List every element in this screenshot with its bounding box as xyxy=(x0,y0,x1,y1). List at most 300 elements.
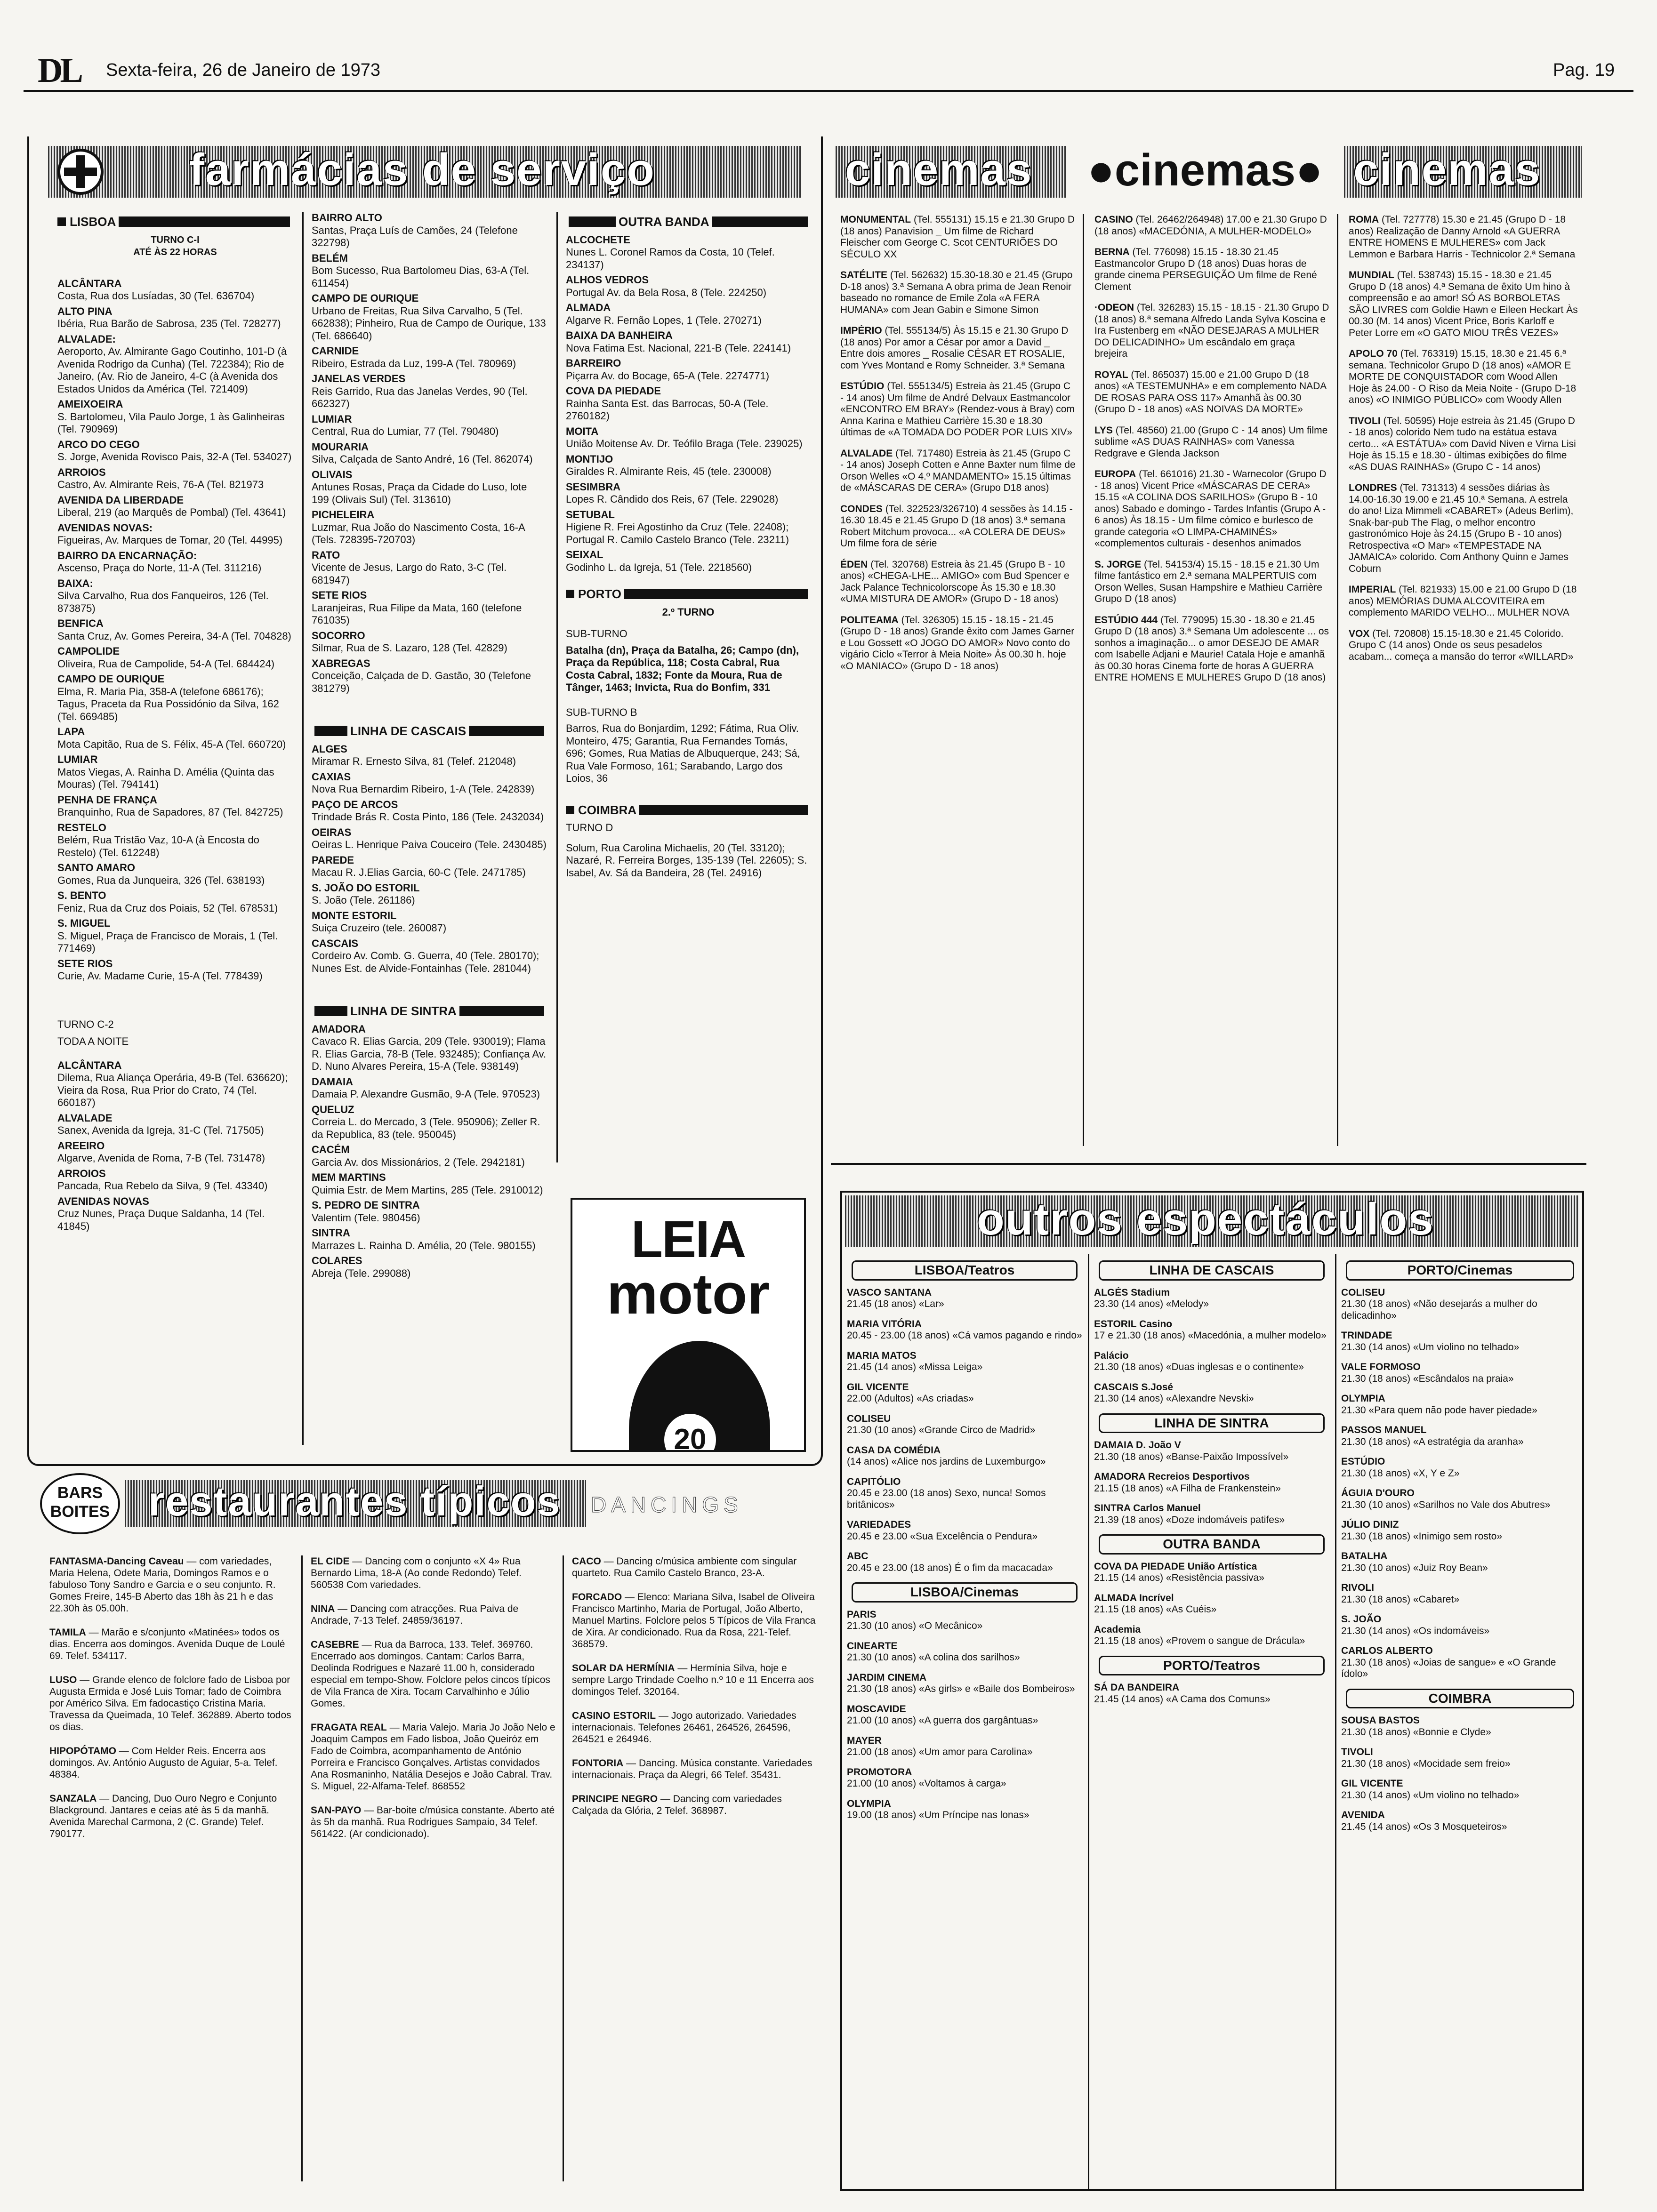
pharmacy-details: Nova Fatima Est. Nacional, 221-B (Tele. 224141) xyxy=(566,342,791,354)
pharmacy-entry xyxy=(312,854,547,879)
pharmacy-area: CAMPO DE OURIQUE xyxy=(312,292,419,304)
pharmacy-area: CAXIAS xyxy=(312,770,351,783)
show-details: 21.30 (18 anos) «A estratégia da aranha» xyxy=(1341,1436,1524,1447)
pharmacy-entry xyxy=(57,726,293,751)
restaurant-listing: CASEBRE — Rua da Barroca, 133. Telef. 369760. Encerrado aos domingos. Cantam: Carlos Barra, Deolinda Rodrigues e Nazaré 11.00 h, considerado especial em tempo-Show. Folclore pelos cincos típicos de Vila Franca de Xira. Tocam Carvalhinho e Júlio Gomes. xyxy=(311,1639,550,1709)
pharmacy-details: Rainha Santa Est. das Barrocas, 50-A (Tele. 2760182) xyxy=(566,397,769,422)
show-details: 21.30 (10 anos) «Sarilhos no Vale dos Abutres» xyxy=(1341,1499,1551,1510)
venue-name: Palácio xyxy=(1094,1350,1129,1361)
pharmacy-details: Macau R. J.Elias Garcia, 60-C (Tele. 2471785) xyxy=(312,866,526,878)
cinema-details: (Tel. 562632) 15.30-18.30 e 21.45 (Grupo D-18 anos) 3.ª Semana A obra prima de Jean Renoir baseado no romance de Emile Zola «A FERA HUMANA» com Jean Gabin e Simone Simon xyxy=(840,270,1073,315)
pharmacy-details: Algarve, Avenida de Roma, 7-B (Tel. 731478) xyxy=(57,1152,265,1164)
show-details: 21.30 (18 anos) «Bonnie e Clyde» xyxy=(1341,1726,1491,1738)
show-details: 17 e 21.30 (18 anos) «Macedónia, a mulher modelo» xyxy=(1094,1330,1327,1341)
pharmacy-entry xyxy=(312,509,547,546)
pharmacy-entry xyxy=(57,1059,293,1109)
red-cross-icon xyxy=(57,149,104,195)
cinema-name: CONDES xyxy=(840,503,883,514)
porto-turno: 2.º TURNO xyxy=(662,606,715,618)
pharmacy-entry xyxy=(312,345,547,370)
show-details: 21.30 (18 anos) «X, Y e Z» xyxy=(1341,1467,1460,1479)
restaurant-name: CACO xyxy=(572,1556,601,1567)
pharmacy-entry xyxy=(57,753,293,791)
cinema-listing xyxy=(840,381,1076,439)
restaurant-details: Dancing com atracções. Rua Paiva de Andrade, 7-13 Telef. 24859/36197. xyxy=(311,1603,519,1626)
pharmacy-area: ALGES xyxy=(312,743,347,755)
pharmacy-details: S. Bartolomeu, Vila Paulo Jorge, 1 às Galinheiras (Tel. 790969) xyxy=(57,410,285,435)
pharmacy-area: SINTRA xyxy=(312,1227,350,1239)
restaurant-name: FORCADO xyxy=(572,1592,622,1603)
restaurant-details: Elenco: Mariana Silva, Isabel de Oliveira Francisco Martinho, Maria de Portugal, João Alberto, Manuel Martins. Folclore pelos 5 Típicos de Vila Franca de Xira. Ar condicionado. Rua da Rosa, 221-Telef. 368579. xyxy=(572,1592,816,1650)
pharmacy-entry xyxy=(566,357,811,382)
cinema-name: LYS xyxy=(1094,425,1113,436)
venue-name: SOUSA BASTOS xyxy=(1341,1715,1420,1726)
other-shows-title: outros espectáculos xyxy=(977,1195,1434,1244)
pharmacy-area: ALMADA xyxy=(566,302,611,313)
pharmacy-details: Ascenso, Praça do Norte, 11-A (Tel. 311216) xyxy=(57,562,262,574)
venue-name: VALE FORMOSO xyxy=(1341,1362,1421,1372)
pharmacy-area: SETE RIOS xyxy=(57,957,113,970)
show-listing xyxy=(1341,1715,1579,1738)
pharmacy-details: Godinho L. da Igreja, 51 (Tele. 2218560) xyxy=(566,561,752,573)
venue-name: COVA DA PIEDADE União Artística xyxy=(1094,1561,1257,1572)
cinemas-title-left: cinemas xyxy=(845,146,1033,195)
pharmacy-area: ALCÂNTARA xyxy=(57,1059,122,1071)
column-divider xyxy=(1088,1254,1089,2190)
column-divider xyxy=(1083,214,1084,1146)
restaurant-listing: EL CIDE — Dancing com o conjunto «X 4» Rua Bernardo Lima, 18-A (Ao conde Redondo) Telef. 560538 Com variedades. xyxy=(311,1556,522,1590)
venue-name: SINTRA Carlos Manuel xyxy=(1094,1503,1201,1514)
venue-name: OLYMPIA xyxy=(847,1798,891,1809)
restaurant-details: Bar-boite c/música constante. Aberto até às 5h da manhã. Rua Rodrigues Sampaio, 34 Telef. 561422. (Ar condicionado). xyxy=(311,1805,555,1839)
pharmacy-details: Feniz, Rua da Cruz dos Poiais, 52 (Tel. 678531) xyxy=(57,902,278,914)
venue-name: MOSCAVIDE xyxy=(847,1703,906,1715)
section-outra-banda: OUTRA BANDA xyxy=(566,216,811,228)
pharmacy-entry xyxy=(566,329,811,354)
venue-name: CINEARTE xyxy=(847,1640,898,1651)
pharmacy-details: Giraldes R. Almirante Reis, 45 (tele. 230008) xyxy=(566,465,772,477)
restaurants-banner xyxy=(125,1480,586,1527)
venue-name: JÚLIO DINIZ xyxy=(1341,1519,1399,1530)
other-shows-banner xyxy=(845,1195,1579,1247)
show-details: 23.30 (14 anos) «Melody» xyxy=(1094,1298,1209,1309)
restaurant-details: Hermínia Silva, hoje e sempre Largo Trindade Coelho n.º 10 e 11 Encerra aos domingos Telef. 320164. xyxy=(572,1663,814,1697)
venue-name: Academia xyxy=(1094,1624,1141,1635)
restaurants-title: restaurantes típicos xyxy=(148,1480,561,1524)
pharmacy-details: Costa, Rua dos Lusíadas, 30 (Tel. 636704) xyxy=(57,290,255,302)
show-listing xyxy=(847,1704,1082,1727)
pharmacies-column-2 xyxy=(312,212,547,1454)
pharmacy-details: Central, Rua do Lumiar, 77 (Tel. 790480) xyxy=(312,425,499,437)
page-number: Pag. 19 xyxy=(1553,60,1615,80)
pharmacy-entry xyxy=(566,234,811,272)
pharmacy-area: S. MIGUEL xyxy=(57,917,111,929)
pharmacy-area: BAIXA DA BANHEIRA xyxy=(566,329,673,341)
show-details: 21.30 (14 anos) «Alexandre Nevski» xyxy=(1094,1393,1254,1404)
pharmacy-details: Antunes Rosas, Praça da Cidade do Luso, lote 199 (Olivais Sul) (Tel. 313610) xyxy=(312,481,527,505)
turno-hours: ATÉ ÀS 22 HORAS xyxy=(133,247,217,257)
show-details: 21.00 (10 anos) «Voltamos à carga» xyxy=(847,1778,1006,1789)
pharmacy-details: Correia L. do Mercado, 3 (Tele. 950906); Zeller R. da Republica, 83 (tele. 950045) xyxy=(312,1116,540,1140)
pharmacy-details: Ribeiro, Estrada da Luz, 199-A (Tel. 780969) xyxy=(312,357,516,369)
restaurant-listing: LUSO — Grande elenco de folclore fado de Lisboa por Augusta Ermida e José Luis Tomar; fado de Coimbra por Américo Silva. Em fadocastiço Cristina Maria. Travessa da Queimada, 10 Telef. 362889. Aberto todos os dias. xyxy=(49,1675,291,1732)
pharmacy-area: DAMAIA xyxy=(312,1075,353,1088)
pharmacy-entry xyxy=(312,882,547,907)
column-divider xyxy=(563,1555,564,2181)
pharmacy-area: CARNIDE xyxy=(312,345,359,357)
cinema-name: ALVALADE xyxy=(840,448,893,459)
cinema-details: (Tel. 779095) 15.30 - 18.30 e 21.45 Grupo D (18 anos) 3.ª Semana Um adolescente ... os sonhos a imaginação... o amor DESEJO DE AMAR com Isabelle Adjani e Maurie! Catala Hoje e amanhã às 00.30 horas Cinema forte de horas A GUERRA ENTRE HOMENS E MULHERES Grupo D (18 anos) xyxy=(1094,614,1329,683)
cinema-details: (Tel. 326305) 15.15 - 18.15 - 21.45 (Grupo D - 18 anos) Grande êxito com James Garner e Lou Gossett «O JOGO DO AMOR» Novo conto do vigário Ciclo «Terror à Meia Noite» Às 00.30 h. hoje «O MANIACO» (Grupo D - 18 anos) xyxy=(840,614,1075,672)
show-details: 21.30 (18 anos) «Escândalos na praia» xyxy=(1341,1373,1514,1384)
pharmacy-entry xyxy=(57,645,293,670)
pharmacy-entry xyxy=(312,589,547,627)
show-details: 21.45 (14 anos) «A Cama dos Comuns» xyxy=(1094,1693,1271,1705)
column-divider xyxy=(1337,214,1338,1146)
pharmacy-area: AMEIXOEIRA xyxy=(57,398,123,410)
venue-group-heading: LISBOA/Teatros xyxy=(852,1260,1078,1281)
pharmacy-entry xyxy=(312,373,547,410)
show-details: 21.30 (18 anos) «Inimigo sem rosto» xyxy=(1341,1531,1503,1542)
pharmacy-details: Cruz Nunes, Praça Duque Saldanha, 14 (Tel. 41845) xyxy=(57,1208,265,1232)
pharmacy-area: LUMIAR xyxy=(312,413,352,425)
pharmacy-area: BELÉM xyxy=(312,252,348,264)
pharmacy-list-sintra xyxy=(312,1023,547,1280)
pharmacy-entry xyxy=(312,657,547,695)
pharmacy-area: SANTO AMARO xyxy=(57,862,135,874)
race-number: 20 xyxy=(662,1411,718,1452)
pharmacy-details: Higiene R. Frei Agostinho da Cruz (Tele. 22408); Portugal R. Camilo Castelo Branco (Tele. 23211) xyxy=(566,521,789,545)
show-listing xyxy=(1094,1471,1329,1494)
cinemas-banner xyxy=(836,146,1582,198)
pharmacy-area: PAREDE xyxy=(312,854,354,866)
venue-name: OLYMPIA xyxy=(1341,1393,1385,1404)
cinema-listing xyxy=(1094,469,1330,550)
leia-motor-ad[interactable] xyxy=(571,1198,806,1452)
pharmacy-entry xyxy=(312,938,547,975)
show-listing xyxy=(847,1413,1082,1436)
restaurant-listing: TAMILA — Marão e s/conjunto «Matinées» todos os dias. Encerra aos domingos. Avenida Duque de Loulé 69. Telef. 534117. xyxy=(49,1627,285,1661)
pharmacy-entry xyxy=(57,1140,293,1165)
pharmacy-area: CASCAIS xyxy=(312,937,359,949)
pharmacy-details: União Moitense Av. Dr. Teófilo Braga (Tele. 239025) xyxy=(566,438,803,449)
show-listing xyxy=(847,1382,1082,1405)
bars-boites-badge xyxy=(40,1473,120,1534)
pharmacy-details: Suiça Cruzeiro (tele. 260087) xyxy=(312,922,447,934)
page-header xyxy=(24,45,1633,92)
pharmacy-list-3 xyxy=(312,212,547,695)
restaurant-listing: HIPOPÓTAMO — Com Helder Reis. Encerra aos domingos. Av. António Augusto de Aguiar, 5-a. Telef. 48384. xyxy=(49,1746,278,1780)
cinema-name: ROMA xyxy=(1349,214,1379,225)
pharmacy-entry xyxy=(312,1171,547,1196)
show-listing xyxy=(1094,1382,1329,1405)
pharmacy-area: SESIMBRA xyxy=(566,481,621,493)
cinema-details: (Tel. 50595) Hoje estreia às 21.45 (Grupo D - 18 anos) colorido Nem tudo na estátua estava certo... «A ESTÁTUA» com David Niven e Virna Lisi Hoje às 15.15 e 18.30 - últimas exibições do filme «AS DUAS RAINHAS» (Grupo C - 14 anos) xyxy=(1349,415,1576,473)
show-details: 21.30 (18 anos) «Cabaret» xyxy=(1341,1594,1460,1605)
pharmacies-column-lisboa xyxy=(57,212,293,1454)
restaurant-name: PRINCIPE NEGRO xyxy=(572,1794,658,1804)
venue-name: DAMAIA D. João V xyxy=(1094,1440,1181,1451)
venue-name: GIL VICENTE xyxy=(847,1381,909,1393)
venue-name: PASSOS MANUEL xyxy=(1341,1425,1427,1435)
pharmacy-entry xyxy=(57,673,293,723)
cinema-listing xyxy=(1349,628,1579,663)
pharmacy-entry xyxy=(566,385,811,423)
pharmacy-entry xyxy=(566,425,811,450)
pharmacy-entry xyxy=(312,910,547,935)
venue-name: VARIEDADES xyxy=(847,1519,911,1530)
show-details: 21.45 (18 anos) «Lar» xyxy=(847,1298,944,1309)
venue-group-heading: PORTO/Teatros xyxy=(1099,1656,1325,1676)
pharmacy-details: Dilema, Rua Aliança Operária, 49-B (Tel. 636620); Vieira da Rosa, Rua Prior do Crato, 74 (Tel. 660187) xyxy=(57,1072,288,1108)
cinema-listing xyxy=(1094,369,1330,416)
restaurant-listing: FONTORIA — Dancing. Música constante. Variedades internacionais. Praça da Alegri, 66 Telef. 35431. xyxy=(572,1758,812,1780)
cinema-name: CASINO xyxy=(1094,214,1133,225)
show-listing xyxy=(847,1641,1082,1664)
show-details: 21.30 (18 anos) «Joias de sangue» e «O Grande ídolo» xyxy=(1341,1657,1556,1679)
pharmacy-entry xyxy=(312,771,547,796)
cinema-name: MUNDIAL xyxy=(1349,270,1394,281)
pharmacy-entry xyxy=(312,1023,547,1073)
pharmacy-area: AVENIDAS NOVAS xyxy=(57,1195,149,1207)
cinema-details: (Tel. 26462/264948) 17.00 e 21.30 Grupo D (18 anos) «MACEDÓNIA, A MULHER-MODELO» xyxy=(1094,214,1327,237)
show-details: 20.45 e 23.00 (18 anos) É o fim da macacada» xyxy=(847,1562,1053,1573)
restaurant-details: Grande elenco de folclore fado de Lisboa por Augusta Ermida e José Luis Tomar; fado de Coimbra por Américo Silva. Em fadocastiço Cristina Maria. Travessa da Queimada, 10 Telef. 362889. Aberto todos os dias. xyxy=(49,1675,291,1732)
restaurant-listing: PRINCIPE NEGRO — Dancing com variedades Calçada da Glória, 2 Telef. 368987. xyxy=(572,1794,782,1816)
cinema-details: (Tel. 538743) 15.15 - 18.30 e 21.45 Grupo D (18 anos) 4.ª Semana de êxito Um hino à compreensão e ao amor! SÓ AS BORBOLETAS SÃO LIVRES com Goldie Hawn e Eileen Heckart Às 00.30 (M. 14 anos) Vicent Price, Boris Karloff e Peter Lorre em «O GATO MIOU TRÊS VEZES» xyxy=(1349,270,1578,338)
issue-date: Sexta-feira, 26 de Janeiro de 1973 xyxy=(106,60,381,80)
column-divider xyxy=(301,1555,303,2181)
cinema-listing xyxy=(1094,214,1330,237)
pharmacy-list xyxy=(57,278,293,983)
pharmacy-entry xyxy=(57,1168,293,1193)
pharmacy-area: AREEIRO xyxy=(57,1139,105,1152)
pharmacy-details: Laranjeiras, Rua Filipe da Mata, 160 (telefone 761035) xyxy=(312,601,522,626)
pharmacy-area: RESTELO xyxy=(57,821,106,834)
badge-boites: BOITES xyxy=(50,1503,110,1521)
pharmacy-area: BARREIRO xyxy=(566,357,621,369)
pharmacy-details: Oeiras L. Henrique Paiva Couceiro (Tele. 2430485) xyxy=(312,839,547,850)
pharmacy-details: Castro, Av. Almirante Reis, 76-A (Tel. 821973 xyxy=(57,479,264,490)
cinema-details: (Tel. 320768) Estreia às 21.45 (Grupo B - 10 anos) «CHEGA-LHE... AMIGO» com Bud Spencer e Jack Palance Technicolorscope Às 15.30 e 18.30 «UMA MISTURA DE AMOR» (Grupo D - 18 anos) xyxy=(840,559,1070,604)
pharmacy-area: AMADORA xyxy=(312,1023,366,1035)
cinema-name: SATÉLITE xyxy=(840,270,887,281)
cinema-name: ESTÚDIO 444 xyxy=(1094,614,1158,625)
venue-name: JARDIM CINEMA xyxy=(847,1672,927,1683)
venue-name: COLISEU xyxy=(847,1413,891,1424)
pharmacy-area: S. PEDRO DE SINTRA xyxy=(312,1199,420,1211)
pharmacy-area: BENFICA xyxy=(57,617,104,629)
pharmacy-entry xyxy=(312,212,547,249)
pharmacy-details: Ibéria, Rua Barão de Sabrosa, 235 (Tel. 728277) xyxy=(57,318,281,329)
show-listing xyxy=(1094,1440,1329,1463)
venue-name: AMADORA Recreios Desportivos xyxy=(1094,1471,1250,1482)
pharmacy-details: Abreja (Tele. 299088) xyxy=(312,1267,411,1279)
restaurant-details: Dancing. Música constante. Variedades internacionais. Praça da Alegri, 66 Telef. 35431. xyxy=(572,1758,812,1780)
show-listing xyxy=(1341,1810,1579,1833)
pharmacy-area: RATO xyxy=(312,549,340,561)
dancings-title: DANCINGS xyxy=(591,1492,743,1517)
porto-list: Batalha (dn), Praça da Batalha, 26; Campo (dn), Praça da República, 118; Costa Cabral, Rua Costa Cabral, 1832; Fonte da Moura, Rua de Tânger, 1463; Invicta, Rua do Bonfim, 331 xyxy=(566,644,799,693)
pharmacy-entry xyxy=(57,439,293,464)
pharmacies-title: farmácias de serviço xyxy=(189,146,655,195)
cinema-name: IMPERIAL xyxy=(1349,584,1396,595)
cinema-details: (Tel. 727778) 15.30 e 21.45 (Grupo D - 18 anos) Realização de Danny Arnold «A GUERRA ENTRE HOMENS E MULHERES» com Jack Lemmon e Barbara Harris - Technicolor 2.ª Semana xyxy=(1349,214,1576,260)
pharmacy-details: Gomes, Rua da Junqueira, 326 (Tel. 638193) xyxy=(57,874,265,886)
pharmacy-details: Sanex, Avenida da Igreja, 31-C (Tel. 717505) xyxy=(57,1124,264,1136)
pharmacy-entry xyxy=(566,509,811,546)
cinema-details: (Tel. 717480) Estreia às 21.45 (Grupo C - 14 anos) Joseph Cotten e Anne Baxter num filme de Orson Welles «O 4.º MANDAMENTO» 15.15 últimas de «MÁSCARAS DE CERA» (Grupo D18 anos) xyxy=(840,448,1076,493)
cinema-details: (Tel. 326283) 15.15 - 18.15 - 21.30 Grupo D (18 anos) 8.ª semana Alfredo Landa Sylva Koscina e Ira Fustenberg em «NÃO DESEJARAS A MULHER DO DELICADINHO» Um escândalo em graça brejeira xyxy=(1094,302,1329,359)
venue-name: VASCO SANTANA xyxy=(847,1287,932,1298)
cinema-listing xyxy=(1094,302,1330,360)
pharmacy-details: Santas, Praça Luís de Camões, 24 (Telefone 322798) xyxy=(312,224,518,248)
show-details: 21.15 (14 anos) «Resistência passiva» xyxy=(1094,1572,1264,1583)
show-details: (14 anos) «Alice nos jardins de Luxemburgo» xyxy=(847,1456,1046,1467)
cinemas-title-right: cinemas xyxy=(1353,146,1541,195)
show-details: 21.30 «Para quem não pode haver piedade» xyxy=(1341,1404,1537,1416)
show-listing xyxy=(847,1551,1082,1574)
pharmacy-list-outra-banda xyxy=(566,234,811,574)
cinema-listing xyxy=(840,448,1076,494)
restaurant-name: TAMILA xyxy=(49,1627,86,1638)
venue-group-heading: OUTRA BANDA xyxy=(1099,1534,1325,1555)
cinema-listings-1 xyxy=(840,214,1076,1155)
pharmacy-details: Urbano de Freitas, Rua Silva Carvalho, 5 (Tel. 662838); Pinheiro, Rua de Campo de Ourique, 133 (Tel. 686640) xyxy=(312,305,546,342)
restaurant-listing: SOLAR DA HERMÍNIA — Hermínia Silva, hoje e sempre Largo Trindade Coelho n.º 10 e 11 Encerra aos domingos Telef. 320164. xyxy=(572,1663,814,1697)
cinema-listing xyxy=(1349,214,1579,260)
pharmacy-area: S. JOÃO DO ESTORIL xyxy=(312,882,420,894)
pharmacies-banner xyxy=(48,146,801,198)
show-listing xyxy=(1341,1645,1579,1680)
show-details: 21.00 (10 anos) «A guerra dos gargântuas» xyxy=(847,1715,1038,1726)
cinema-name: TIVOLI xyxy=(1349,415,1381,426)
venue-name: RIVOLI xyxy=(1341,1582,1375,1593)
pharmacy-area: PAÇO DE ARCOS xyxy=(312,798,398,810)
show-listing xyxy=(847,1445,1082,1468)
column-divider xyxy=(556,212,558,1162)
show-details: 20.45 - 23.00 (18 anos) «Cá vamos pagando e rindo» xyxy=(847,1330,1082,1341)
cinema-details: (Tel. 555134/5) Estreia às 21.45 (Grupo C - 14 anos) Um filme de André Delvaux Eastmancolor «ENCONTRO EM BRAY» (Rendez-vous à Bray) com Anna Karina e Mathieu Carrière 15.30 e 18.30 últimas de «A TOMADA DO PODER POR LUIS XIV» xyxy=(840,381,1075,438)
pharmacy-area: ALVALADE xyxy=(57,1112,113,1124)
pharmacy-entry xyxy=(312,1255,547,1280)
pharmacy-area: SOCORRO xyxy=(312,629,365,641)
porto-subturno: SUB-TURNO xyxy=(566,628,627,640)
pharmacy-details: S. Miguel, Praça de Francisco de Morais, 1 (Tel. 771469) xyxy=(57,930,278,954)
show-listing xyxy=(847,1287,1082,1310)
restaurants-col-2 xyxy=(311,1555,555,2186)
show-details: 21.45 (14 anos) «Os 3 Mosqueteiros» xyxy=(1341,1821,1507,1832)
pharmacy-area: CAMPOLIDE xyxy=(57,645,120,657)
restaurant-details: Dancing com o conjunto «X 4» Rua Bernardo Lima, 18-A (Ao conde Redondo) Telef. 560538 Com variedades. xyxy=(311,1556,522,1590)
venue-name: GIL VICENTE xyxy=(1341,1778,1403,1789)
column-divider xyxy=(302,212,304,1445)
badge-bars: BARS xyxy=(57,1484,103,1502)
venue-name: MARIA MATOS xyxy=(847,1350,917,1361)
pharmacy-entry xyxy=(57,494,293,519)
restaurant-name: SOLAR DA HERMÍNIA xyxy=(572,1663,675,1674)
pharmacy-entry xyxy=(312,1199,547,1224)
show-listing xyxy=(1341,1778,1579,1801)
restaurant-details: Marão e s/conjunto «Matinées» todos os dias. Encerra aos domingos. Avenida Duque de Loulé 69. Telef. 534117. xyxy=(49,1627,285,1661)
pharmacy-details: Aeroporto, Av. Almirante Gago Coutinho, 101-D (à Avenida Rodrigo da Cunha) (Tel. 722384); Rio de Janeiro, (Av. Rio de Janeiro, 4-C (à Avenida dos Estados Unidos da América (Tel. 721409) xyxy=(57,345,287,395)
pharmacy-entry xyxy=(57,550,293,575)
turno-label: TURNO C-I xyxy=(151,234,200,245)
pharmacy-entry xyxy=(57,466,293,491)
pharmacy-area: ALCOCHETE xyxy=(566,233,630,246)
show-details: 21.30 (18 anos) «Duas inglesas e o continente» xyxy=(1094,1362,1304,1372)
pharmacy-entry xyxy=(57,822,293,859)
show-listing xyxy=(1341,1582,1579,1605)
cinema-listing xyxy=(1094,425,1330,460)
header-rule xyxy=(24,90,1633,92)
pharmacy-area: LUMIAR xyxy=(57,753,98,765)
cinema-listing xyxy=(840,615,1076,673)
pharmacy-details: Garcia Av. dos Missionários, 2 (Tele. 2942181) xyxy=(312,1156,525,1168)
venue-name: ÁGUIA D'OURO xyxy=(1341,1488,1415,1499)
ad-brand: motor xyxy=(607,1262,770,1326)
cinema-listing xyxy=(840,270,1076,316)
pharmacy-entry xyxy=(566,274,811,299)
pharmacy-entry xyxy=(57,890,293,914)
venue-group-heading: COIMBRA xyxy=(1346,1689,1574,1709)
pharmacy-list-2 xyxy=(57,1059,293,1233)
cinema-listing xyxy=(840,214,1076,260)
cinema-name: IMPÉRIO xyxy=(840,325,882,336)
pharmacy-entry xyxy=(566,453,811,478)
pharmacy-entry xyxy=(312,549,547,587)
restaurant-listing: SANZALA — Dancing, Duo Ouro Negro e Conjunto Blackground. Jantares e ceias até às 5 da manhã. Avenida Marechal Carmona, 2 (C. Grande) Telef. 790177. xyxy=(49,1793,277,1839)
other-shows-col-1 xyxy=(847,1254,1082,2190)
venue-name: BATALHA xyxy=(1341,1551,1388,1562)
pharmacy-entry xyxy=(312,441,547,466)
pharmacy-area: PENHA DE FRANÇA xyxy=(57,793,157,806)
show-listing xyxy=(1341,1488,1579,1511)
pharmacy-area: S. BENTO xyxy=(57,890,106,901)
pharmacy-details: Miramar R. Ernesto Silva, 81 (Telef. 212048) xyxy=(312,755,516,767)
cinema-details: (Tel. 821933) 15.00 e 21.00 Grupo D (18 anos) MEMÓRIAS DUMA ALCOVITEIRA em complemento MARIDO VELHO... MULHER NOVA xyxy=(1349,584,1577,618)
pharmacy-area: MEM MARTINS xyxy=(312,1171,386,1183)
show-listing xyxy=(1094,1350,1329,1373)
restaurant-listing: CACO — Dancing c/música ambiente com singular quarteto. Rua Camilo Castelo Branco, 23-A. xyxy=(572,1556,797,1579)
pharmacy-area: BAIRRO DA ENCARNAÇÃO: xyxy=(57,549,197,561)
restaurant-name: CASEBRE xyxy=(311,1639,359,1650)
cinema-name: ESTÚDIO xyxy=(840,381,885,392)
pharmacy-entry xyxy=(312,292,547,342)
pharmacy-details: Elma, R. Maria Pia, 358-A (telefone 686176); Tagus, Praceta da Rua Possidónio da Silva, 162 (Tel. 669485) xyxy=(57,685,279,722)
restaurant-details: Dancing com variedades Calçada da Glória, 2 Telef. 368987. xyxy=(572,1794,782,1816)
show-listing xyxy=(847,1672,1082,1695)
restaurant-listing: FANTASMA-Dancing Caveau — com variedades, Maria Helena, Odete Maria, Domingos Ramos e o fabuloso Tony Sandro e Garcia e o seu conjunto. R. Gomes Freire, 145-B Aberto das 18h às 21 h e das 22.30h às 05.00h. xyxy=(49,1556,276,1614)
restaurant-listing: NINA — Dancing com atracções. Rua Paiva de Andrade, 7-13 Telef. 24859/36197. xyxy=(311,1603,519,1626)
restaurant-listing: CASINO ESTORIL — Jogo autorizado. Variedades internacionais. Telefones 26461, 264526, 264596, 264521 e 264946. xyxy=(572,1710,796,1745)
pharmacy-details: Branquinho, Rua de Sapadores, 87 (Tel. 842725) xyxy=(57,806,283,818)
pharmacy-area: COVA DA PIEDADE xyxy=(566,385,661,397)
pharmacy-area: AVENIDAS NOVAS: xyxy=(57,521,153,534)
show-details: 21.30 (18 anos) «Não desejarás a mulher do delicadinho» xyxy=(1341,1298,1537,1321)
show-details: 21.30 (14 anos) «Os indomáveis» xyxy=(1341,1625,1490,1636)
pharmacy-entry xyxy=(312,1144,547,1169)
pharmacy-entry xyxy=(566,302,811,327)
show-details: 21.39 (18 anos) «Doze indomáveis patifes» xyxy=(1094,1514,1285,1525)
restaurant-name: SANZALA xyxy=(49,1793,97,1804)
show-listing xyxy=(847,1519,1082,1542)
pharmacy-area: ALTO PINA xyxy=(57,305,113,317)
pharmacy-details: Damaia P. Alexandre Gusmão, 9-A (Tele. 970523) xyxy=(312,1088,540,1100)
porto-subturno-b: SUB-TURNO B xyxy=(566,706,637,718)
pharmacy-details: Lopes R. Cândido dos Reis, 67 (Tele. 229028) xyxy=(566,493,779,505)
cinema-details: (Tel. 720808) 15.15-18.30 e 21.45 Colorido. Grupo C (14 anos) Onde os seus pesadelos acabam... começa a mansão do terror «WILLARD» xyxy=(1349,628,1574,662)
